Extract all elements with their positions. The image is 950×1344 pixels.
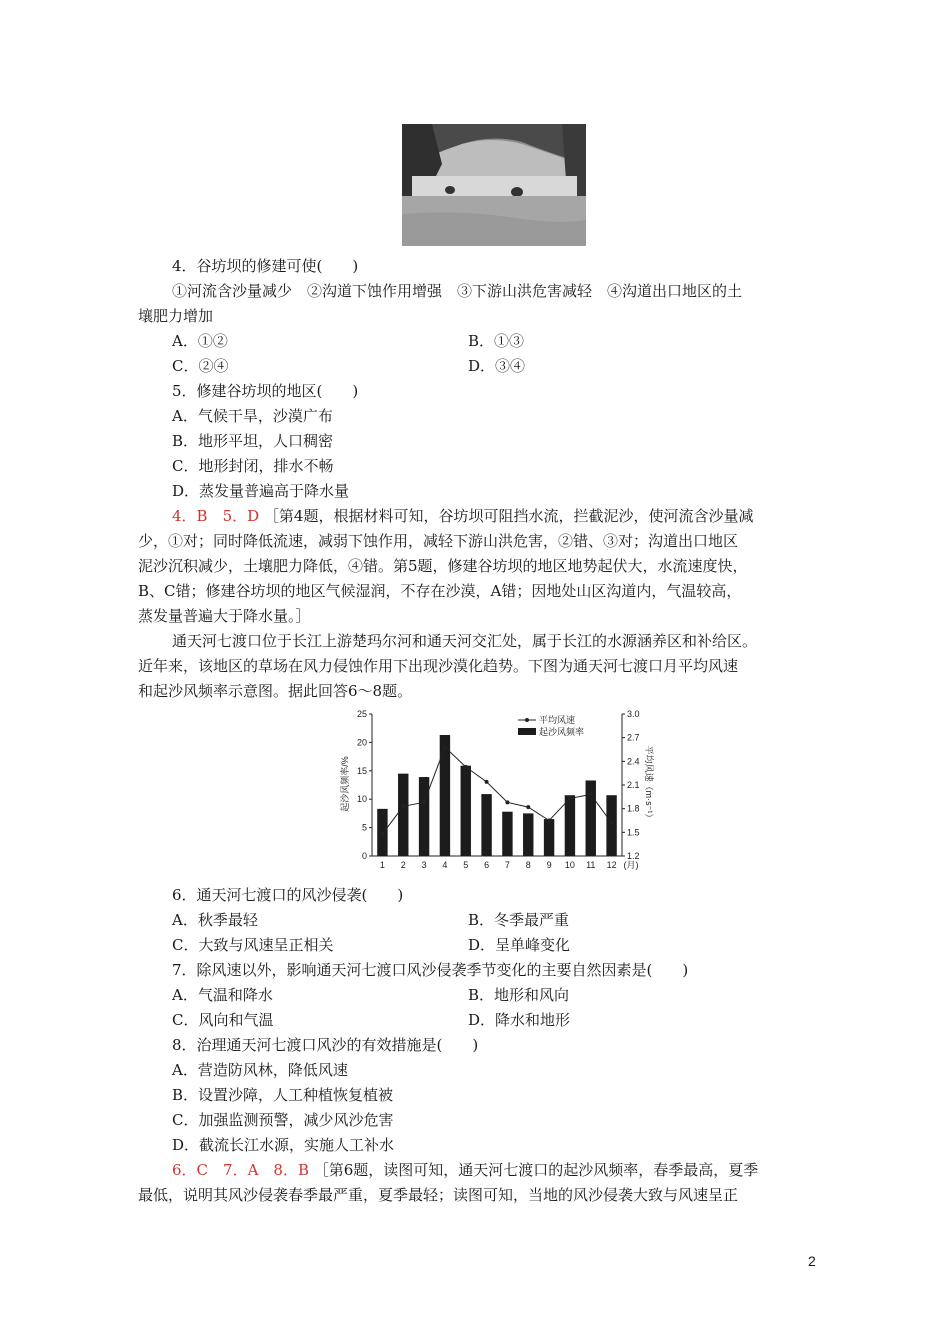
q6-option-c: C．大致与风速呈正相关 [172, 936, 334, 954]
wind-speed-line [382, 747, 611, 834]
wind-speed-point-10 [568, 796, 572, 800]
x-unit-label: (月) [623, 860, 639, 870]
answer-4-5-line1 [172, 504, 862, 528]
q8-option-d: D．截流长江水源，实施人工补水 [172, 1136, 395, 1154]
q7-stem: 7．除风速以外，影响通天河七渡口风沙侵袭季节变化的主要自然因素是( ) [172, 961, 689, 979]
q4-option-row1 [172, 329, 862, 353]
q7-option-row1 [172, 983, 862, 1007]
wind-speed-point-9 [547, 819, 551, 823]
wind-speed-point-11 [589, 792, 593, 796]
q5-option-c: C．地形封闭，排水不畅 [172, 457, 334, 475]
material-line3: 和起沙风频率示意图。据此回答6～8题。 [138, 682, 413, 700]
bar-8 [523, 813, 533, 856]
answer-6-8-key: 6．C 7．A 8．B [172, 1161, 309, 1179]
legend-bar-label: 起沙风频率 [539, 727, 585, 737]
x-tick-label: 12 [606, 860, 617, 870]
bar-9 [544, 819, 554, 856]
q8-option-b: B．设置沙障，人工种植恢复植被 [172, 1086, 394, 1104]
answer-4-5-text1: ［第4题，根据材料可知，谷坊坝可阻挡水流，拦截泥沙，使河流含沙量减 [263, 507, 754, 525]
answer-6-8-text1: ［第6题，读图可知，通天河七渡口的起沙风频率，春季最高，夏季 [313, 1161, 759, 1179]
q4-option-c: C．②④ [172, 357, 229, 375]
q4-items-line2: 壤肥力增加 [138, 307, 214, 325]
legend-bar-marker [518, 728, 536, 735]
wind-speed-point-3 [422, 800, 426, 804]
x-tick-label: 5 [463, 860, 469, 870]
bar-2 [398, 774, 408, 856]
x-tick-label: 2 [400, 860, 406, 870]
right-tick-label: 2.7 [627, 732, 640, 743]
q4-option-row2 [172, 354, 862, 378]
bar-3 [419, 777, 429, 856]
x-tick-label: 9 [546, 860, 552, 870]
q5-option-d: D．蒸发量普遍高于降水量 [172, 482, 350, 500]
legend-line-dot [525, 718, 529, 722]
answer-4-5-line3: 泥沙沉积减少，土壤肥力降低，④错。第5题，修建谷坊坝的地区地势起伏大，水流速度快， [138, 557, 748, 575]
left-tick-label: 5 [361, 822, 367, 833]
q8-stem: 8．治理通天河七渡口风沙的有效措施是( ) [172, 1036, 479, 1054]
q8-option-c: C．加强监测预警，减少风沙危害 [172, 1111, 394, 1129]
x-tick-label: 10 [564, 860, 575, 870]
bar-12 [606, 795, 616, 856]
wind-speed-point-7 [505, 800, 509, 804]
bar-6 [481, 794, 491, 856]
left-tick-label: 20 [356, 737, 367, 748]
q6-option-row1 [172, 908, 862, 932]
q7-option-c: C．风向和气温 [172, 1011, 274, 1029]
bar-7 [502, 812, 512, 856]
q7-option-b: B．地形和风向 [468, 986, 570, 1004]
q4-items-line1: ①河流含沙量减少 ②沟道下蚀作用增强 ③下游山洪危害减轻 ④沟道出口地区的土 [172, 282, 743, 300]
right-axis-title: 平均风速（m·s⁻¹） [644, 745, 654, 823]
material-line1: 通天河七渡口位于长江上游楚玛尔河和通天河交汇处，属于长江的水源涵养区和补给区。 [172, 632, 758, 650]
legend-line-label: 平均风速 [539, 715, 576, 725]
q8-option-a: A．营造防风林，降低风速 [172, 1061, 348, 1079]
bar-4 [440, 735, 450, 856]
q7-option-a: A．气温和降水 [172, 986, 273, 1004]
x-tick-label: 11 [586, 860, 596, 870]
q6-option-a: A．秋季最轻 [172, 911, 258, 929]
answer-4-5-line4: B、C错；修建谷坊坝的地区气候湿润，不存在沙漠，A错；因地处山区沟道内，气温较高， [138, 582, 742, 600]
left-tick-label: 15 [356, 765, 367, 776]
answer-6-8-line2: 最低，说明其风沙侵袭春季最严重，夏季最轻；读图可知，当地的风沙侵袭大致与风速呈正 [138, 1186, 739, 1204]
q6-option-d: D．呈单峰变化 [468, 936, 571, 954]
wind-speed-point-12 [610, 821, 614, 825]
q4-option-a: A．①② [172, 332, 228, 350]
q4-stem: 4．谷坊坝的修建可使( ) [172, 257, 359, 275]
bar-11 [586, 780, 596, 856]
right-tick-label: 3.0 [627, 709, 640, 719]
wind-speed-point-1 [380, 832, 384, 836]
x-tick-label: 4 [442, 860, 448, 870]
page-number: 2 [808, 1253, 816, 1269]
bar-5 [461, 766, 471, 856]
right-tick-label: 1.5 [627, 827, 640, 838]
x-tick-label: 1 [379, 860, 385, 870]
left-axis-title: 起沙风频率/% [340, 756, 350, 812]
x-tick-label: 6 [484, 860, 490, 870]
wind-speed-point-2 [401, 804, 405, 808]
wind-speed-point-4 [443, 745, 447, 749]
check-dam-photo [402, 124, 586, 246]
left-tick-label: 0 [361, 851, 367, 861]
q6-option-b: B．冬季最严重 [468, 911, 570, 929]
x-tick-label: 8 [525, 860, 531, 870]
x-tick-label: 3 [421, 860, 427, 870]
q7-option-row2 [172, 1008, 862, 1032]
left-tick-label: 25 [356, 709, 367, 719]
wind-speed-point-6 [485, 780, 489, 784]
q5-option-b: B．地形平坦，人口稠密 [172, 432, 334, 450]
q4-option-b: B．①③ [468, 332, 525, 350]
right-tick-label: 1.8 [627, 803, 640, 814]
q5-stem: 5．修建谷坊坝的地区( ) [172, 382, 359, 400]
q6-option-row2 [172, 933, 862, 957]
answer-4-5-line5: 蒸发量普遍大于降水量。］ [138, 607, 311, 625]
q4-option-d: D．③④ [468, 357, 526, 375]
right-tick-label: 2.1 [627, 780, 640, 790]
q7-option-d: D．降水和地形 [468, 1011, 571, 1029]
right-tick-label: 2.4 [627, 756, 640, 767]
answer-4-5-key: 4．B 5．D [172, 507, 260, 525]
wind-chart [340, 706, 670, 876]
wind-speed-point-8 [526, 805, 530, 809]
q6-stem: 6．通天河七渡口的风沙侵袭( ) [172, 886, 404, 904]
answer-6-8-line1 [172, 1158, 862, 1182]
q5-option-a: A．气候干旱，沙漠广布 [172, 407, 333, 425]
bar-10 [565, 795, 575, 856]
x-tick-label: 7 [504, 860, 510, 870]
answer-4-5-line2: 少，①对；同时降低流速，减弱下蚀作用，减轻下游山洪危害，②错、③对；沟道出口地区 [138, 532, 739, 550]
left-tick-label: 10 [356, 794, 367, 805]
right-tick-label: 1.2 [627, 851, 640, 861]
wind-speed-point-5 [464, 765, 468, 769]
material-line2: 近年来，该地区的草场在风力侵蚀作用下出现沙漠化趋势。下图为通天河七渡口月平均风速 [138, 657, 739, 675]
